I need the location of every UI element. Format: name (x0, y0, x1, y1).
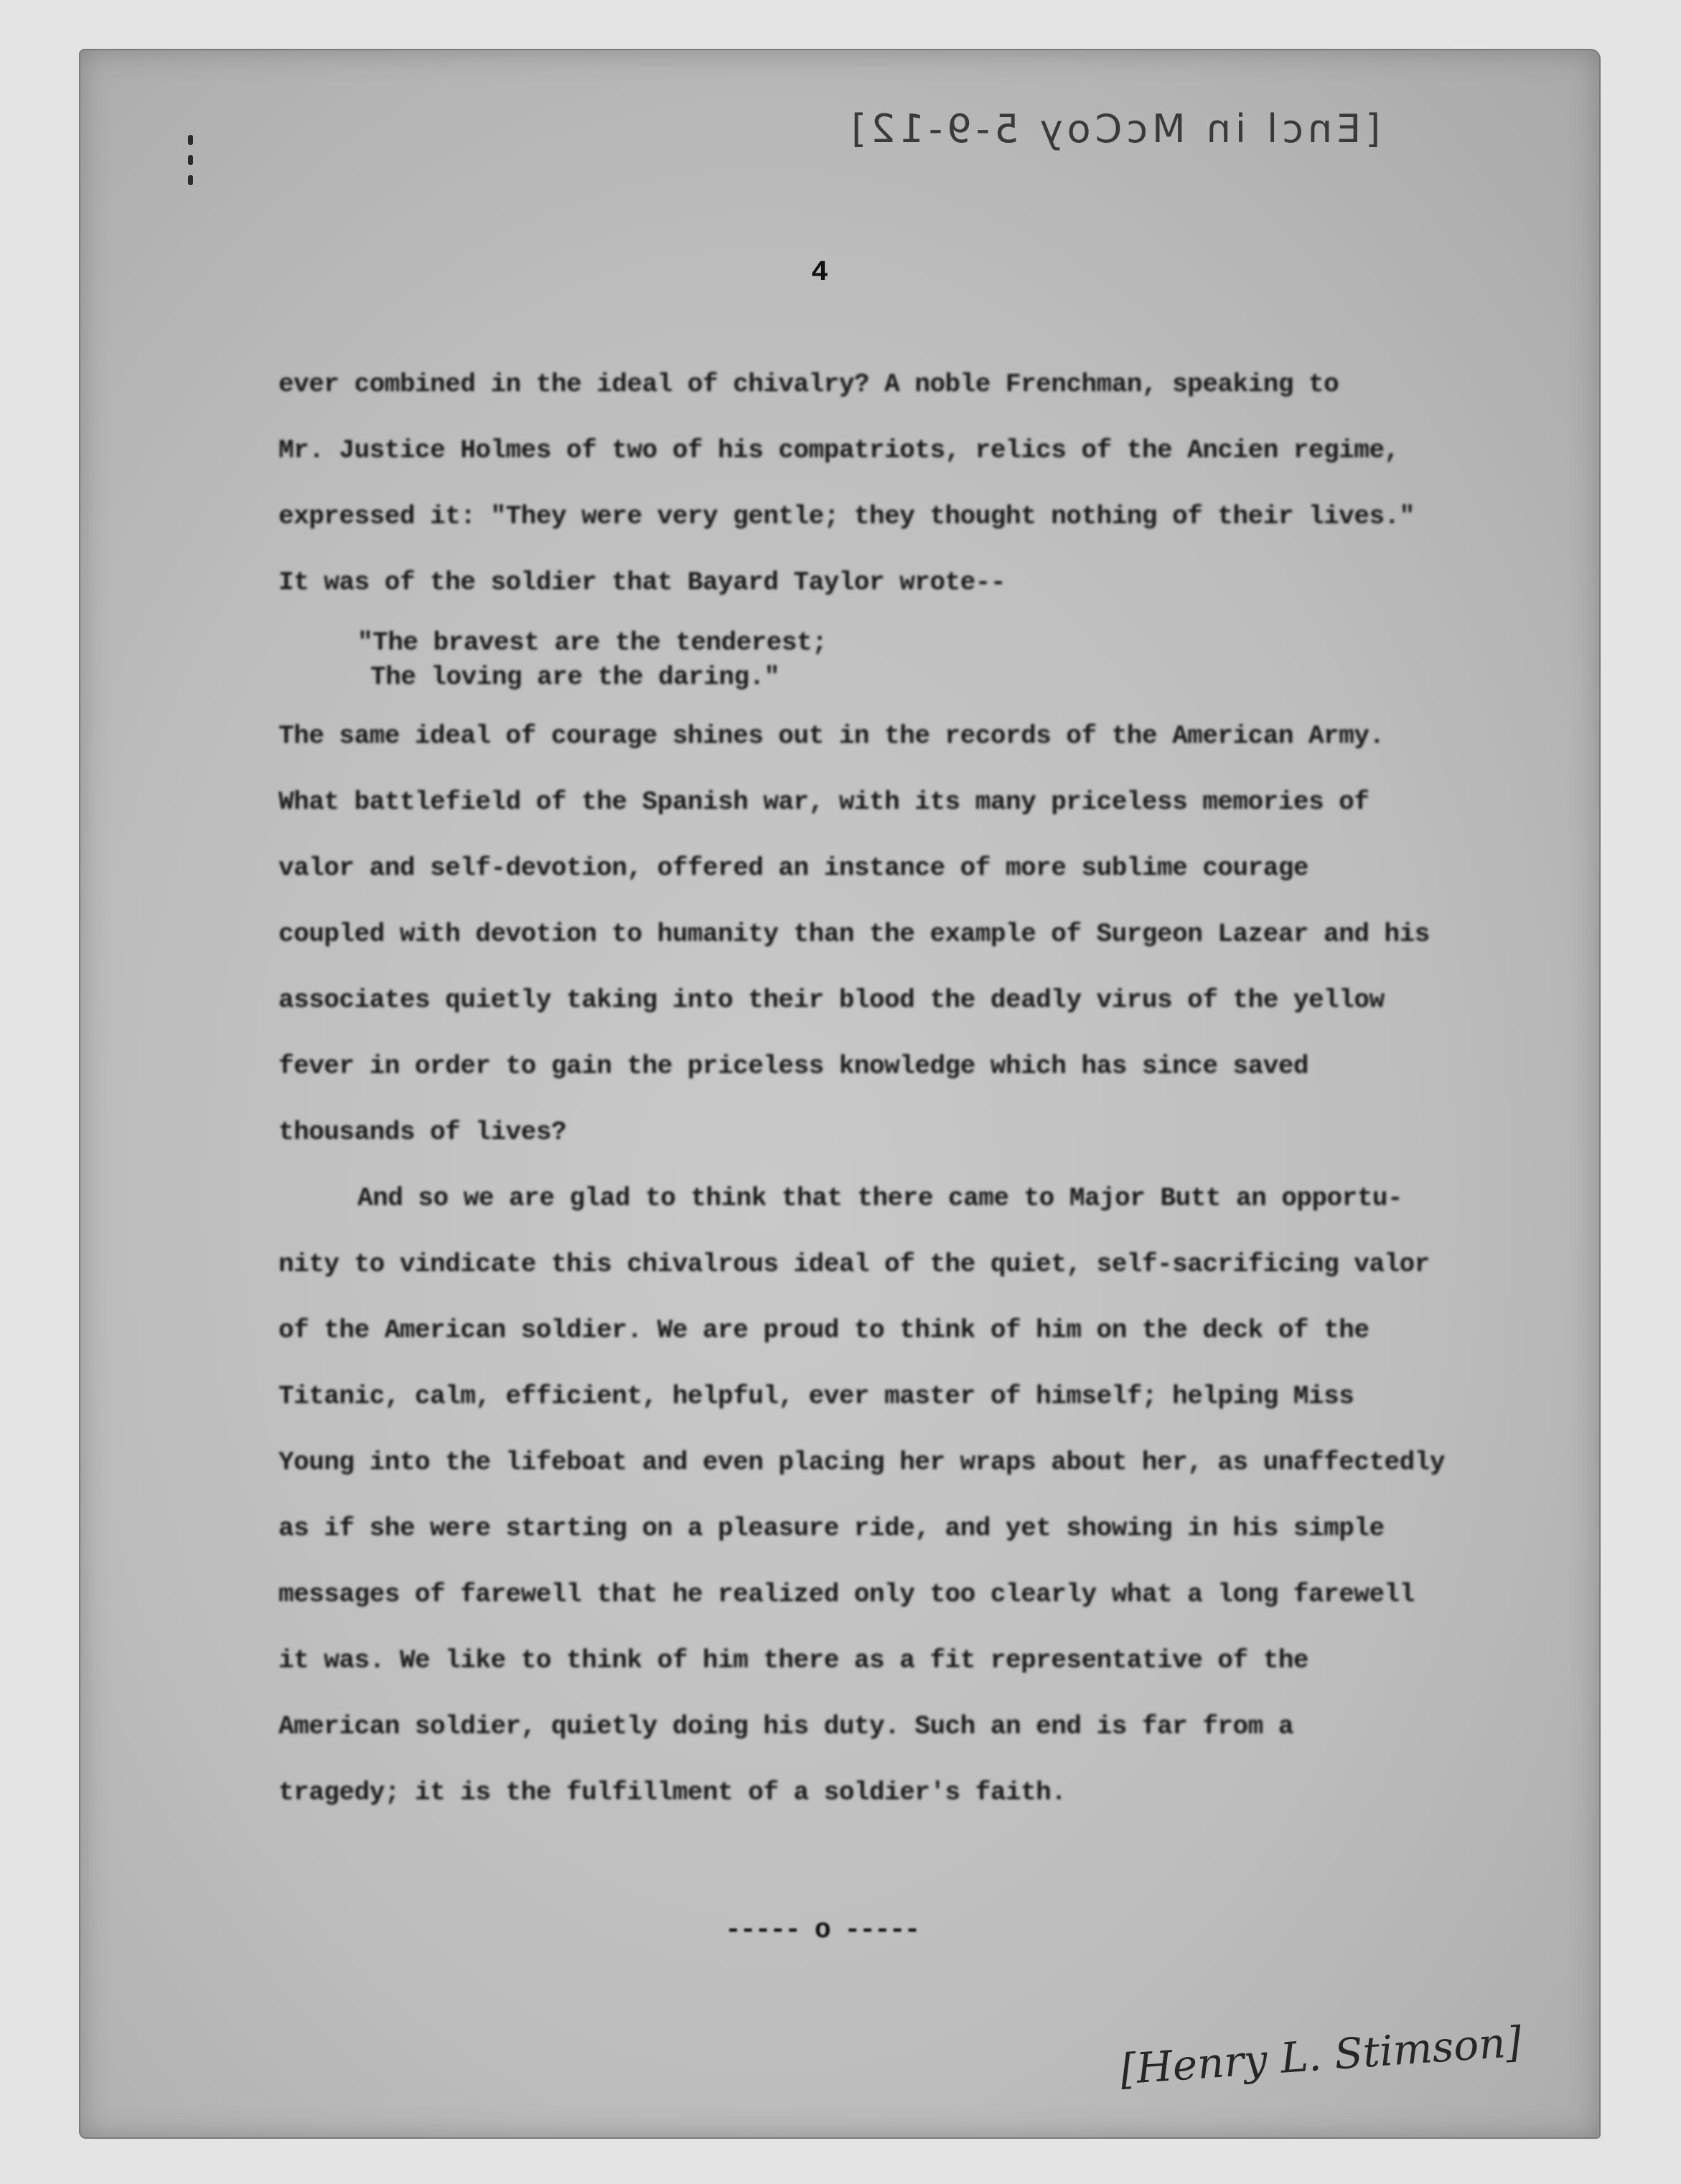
text-line: it was. We like to think of him there as a fit representative of the (278, 1646, 1309, 1675)
verse-line: "The bravest are the tenderest; (357, 628, 828, 657)
margin-mark (188, 175, 193, 185)
text-line: associates quietly taking into their blood the deadly virus of the yellow (278, 985, 1385, 1015)
text-line: nity to vindicate this chivalrous ideal of the quiet, self-sacrificing valor (278, 1250, 1430, 1279)
text-line: American soldier, quietly doing his duty. Such an end is far from a (278, 1712, 1293, 1741)
text-line: thousands of lives? (278, 1117, 566, 1147)
handwritten-annotation: [Encl in McCoy 5-9-12] (847, 106, 1381, 151)
text-line: as if she were starting on a pleasure ride, and yet showing in his simple (278, 1514, 1385, 1543)
text-line: Mr. Justice Holmes of two of his compatriots, relics of the Ancien regime, (278, 436, 1400, 465)
body-text (278, 352, 1499, 1826)
margin-marks (185, 135, 195, 200)
margin-mark (188, 155, 193, 165)
text-line: ever combined in the ideal of chivalry? A noble Frenchman, speaking to (278, 370, 1339, 399)
text-line: Young into the lifeboat and even placing her wraps about her, as unaffectedly (278, 1448, 1445, 1477)
page-number: 4 (811, 257, 829, 289)
text-line: messages of farewell that he realized only too clearly what a long farewell (278, 1580, 1415, 1609)
text-line: It was of the soldier that Bayard Taylor wrote-- (278, 568, 1006, 597)
handwritten-signature: [Henry L. Stimson] (1118, 2017, 1524, 2094)
text-line: coupled with devotion to humanity than the example of Surgeon Lazear and his (278, 919, 1430, 949)
verse-quote (278, 626, 1499, 695)
text-line: valor and self-devotion, offered an instance of more sublime courage (278, 853, 1309, 883)
text-line: of the American soldier. We are proud to think of him on the deck of the (278, 1316, 1369, 1345)
text-line: fever in order to gain the priceless knowledge which has since saved (278, 1051, 1309, 1081)
paragraph-2 (278, 703, 1499, 1166)
paragraph-1 (278, 352, 1499, 616)
margin-mark (188, 135, 193, 145)
text-line: What battlefield of the Spanish war, with its many priceless memories of (278, 787, 1369, 817)
text-line: tragedy; it is the fulfillment of a soldier's faith. (278, 1778, 1067, 1807)
text-line: The same ideal of courage shines out in the records of the American Army. (278, 721, 1385, 751)
text-line: And so we are glad to think that there came to Major Butt an opportu- (357, 1184, 1403, 1213)
verse-line: The loving are the daring." (370, 662, 779, 692)
paragraph-3 (278, 1166, 1499, 1826)
text-line: expressed it: "They were very gentle; they thought nothing of their lives." (278, 502, 1415, 531)
end-mark: ----- o ----- (725, 1915, 919, 1946)
text-line: Titanic, calm, efficient, helpful, ever master of himself; helping Miss (278, 1382, 1354, 1411)
